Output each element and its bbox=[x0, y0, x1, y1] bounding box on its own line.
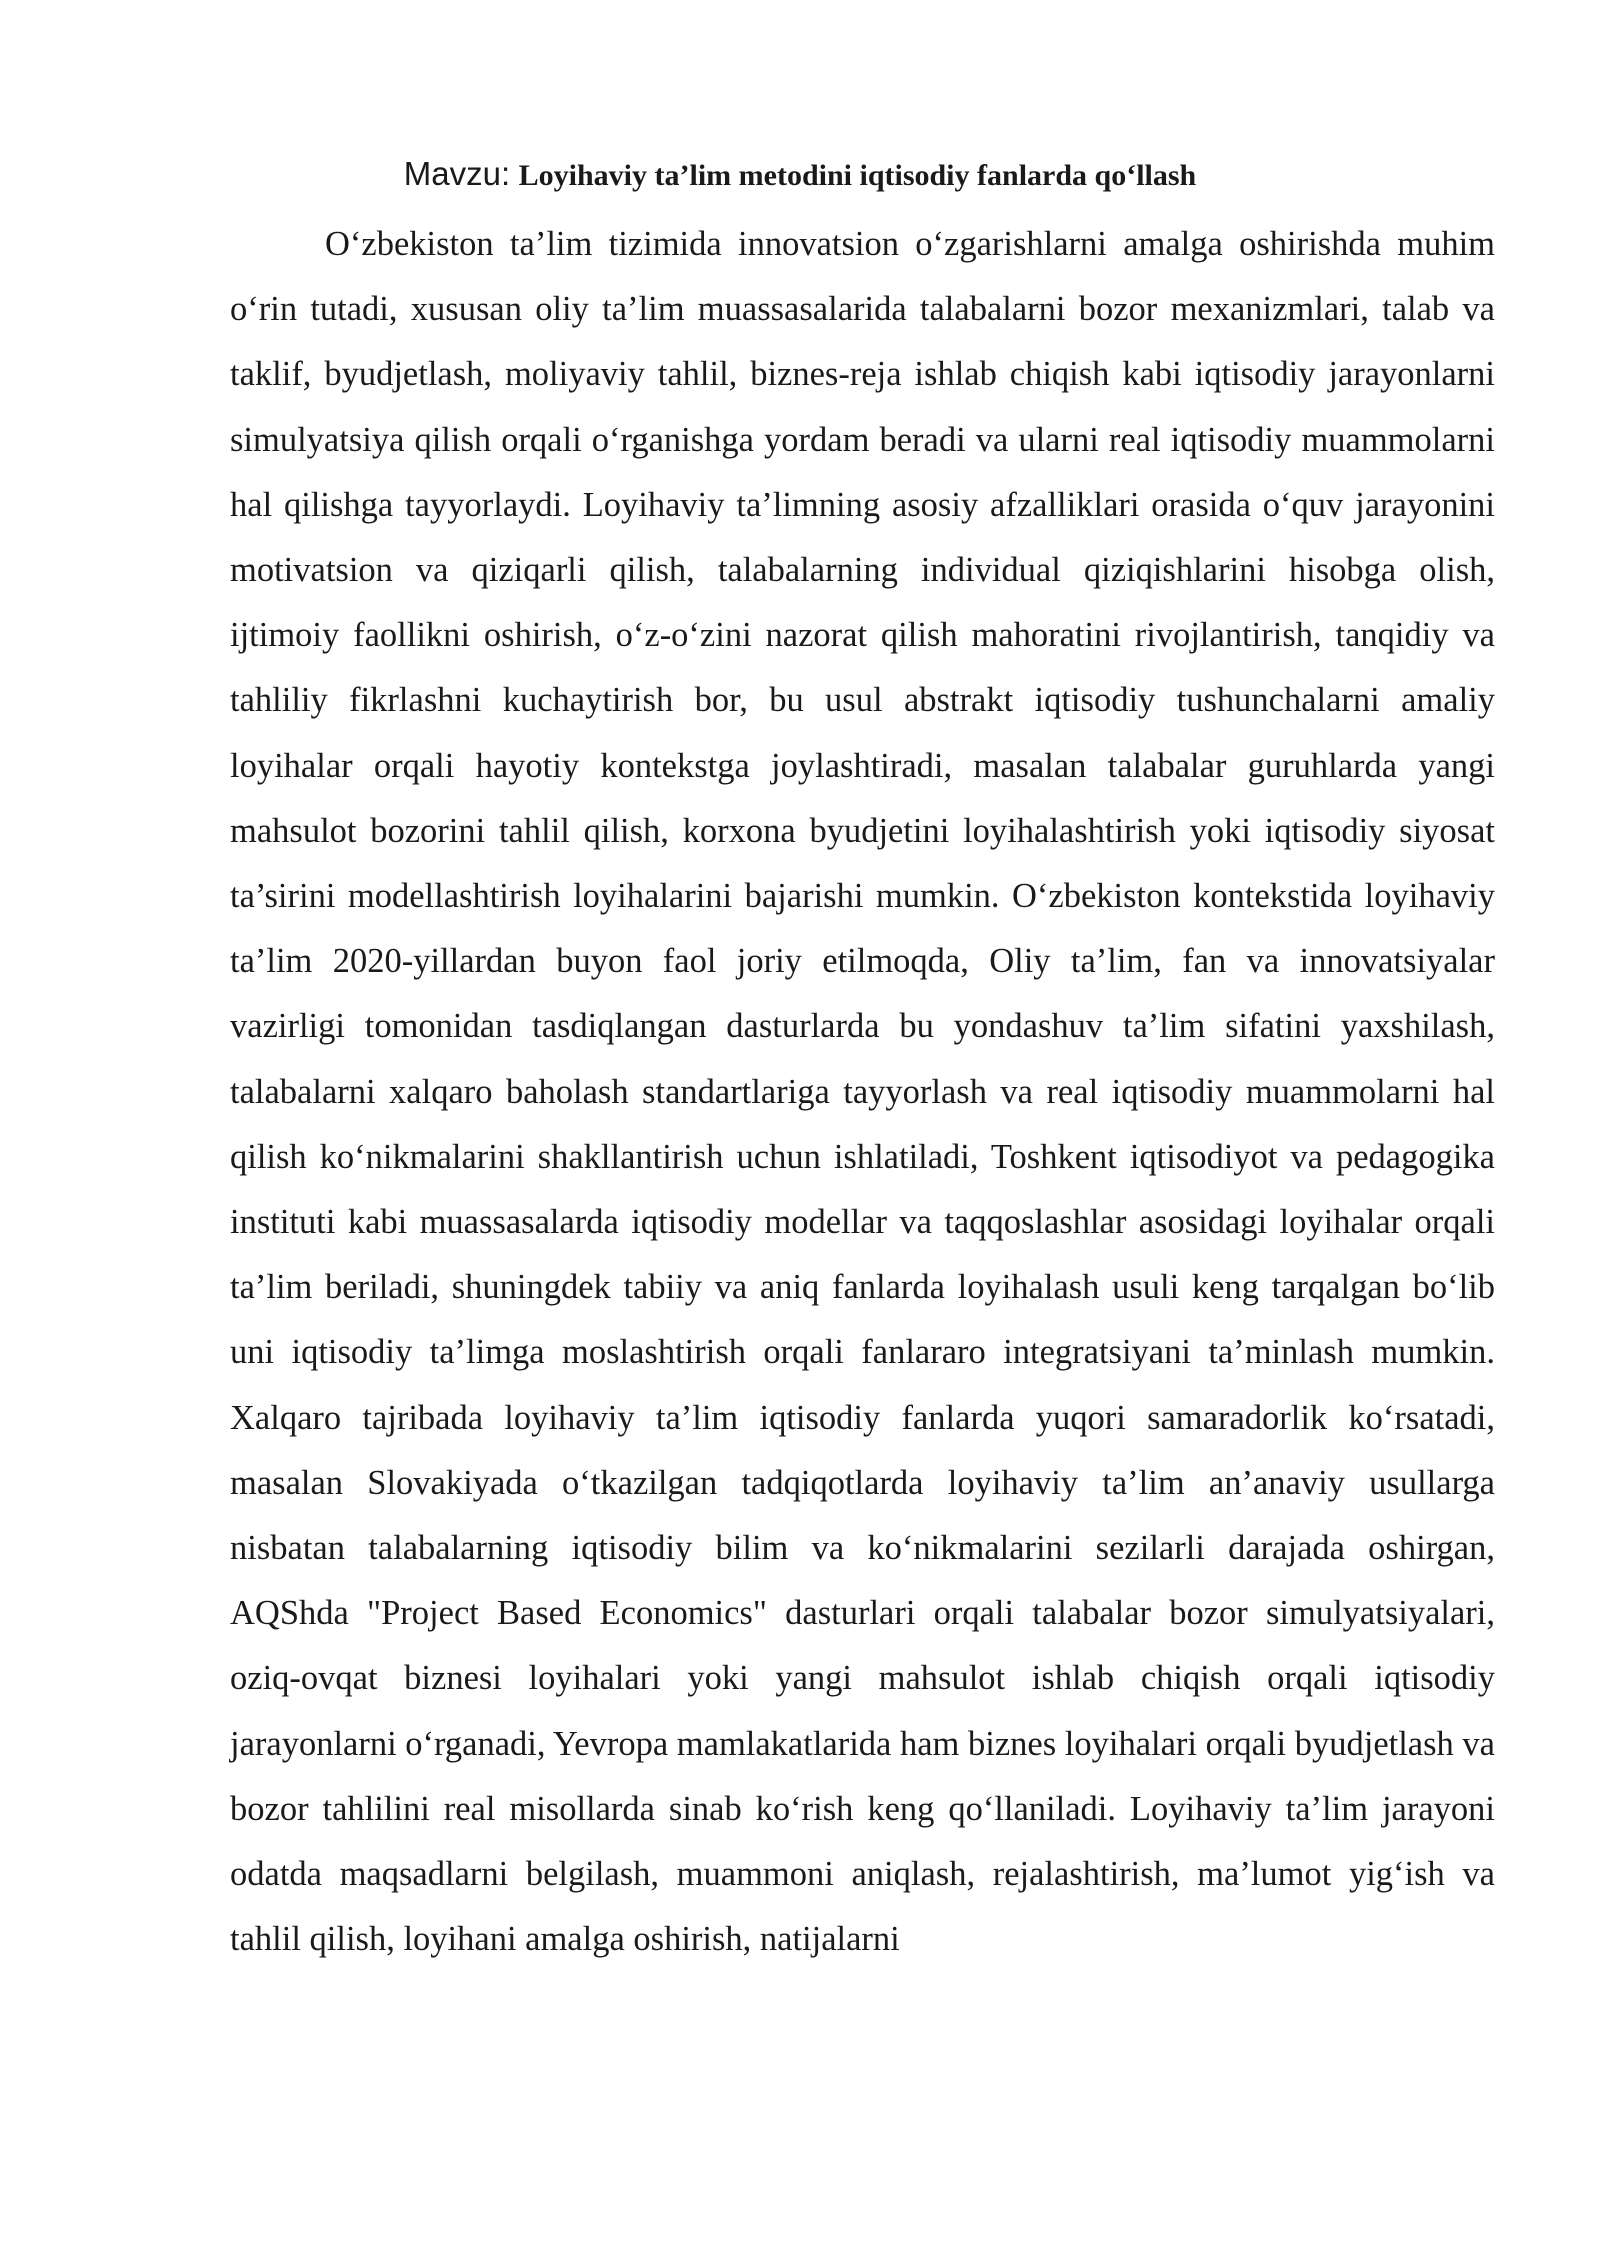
title-topic: Loyihaviy ta’lim metodini iqtisodiy fanlarda qo‘llash bbox=[518, 159, 1197, 192]
body-paragraph: O‘zbekiston ta’lim tizimida innovatsion o‘zgarishlarni amalga oshirishda muhim o‘rin tutadi, xususan oliy ta’lim muassasalarida talabalarni bozor mexanizmlari, talab va taklif, byudjetlash, moliyaviy tahlil, biznes-reja ishlab chiqish kabi iqtisodiy jarayonlarni simulyatsiya qilish orqali o‘rganishga yordam beradi va ularni real iqtisodiy muammolarni hal qilishga tayyorlaydi. Loyihaviy ta’limning asosiy afzalliklari orasida o‘quv jarayonini motivatsion va qiziqarli qilish, talabalarning individual qiziqishlarini hisobga olish, ijtimoiy faollikni oshirish, o‘z-o‘zini nazorat qilish mahoratini rivojlantirish, tanqidiy va tahliliy fikrlashni kuchaytirish bor, bu usul abstrakt iqtisodiy tushunchalarni amaliy loyihalar orqali hayotiy kontekstga joylashtiradi, masalan talabalar guruhlarda yangi mahsulot bozorini tahlil qilish, korxona byudjetini loyihalashtirish yoki iqtisodiy siyosat ta’sirini modellashtirish loyihalarini bajarishi mumkin. O‘zbekiston kontekstida loyihaviy ta’lim 2020-yillardan buyon faol joriy etilmoqda, Oliy ta’lim, fan va innovatsiyalar vazirligi tomonidan tasdiqlangan dasturlarda bu yondashuv ta’lim sifatini yaxshilash, talabalarni xalqaro baholash standartlariga tayyorlash va real iqtisodiy muammolarni hal qilish ko‘nikmalarini shakllantirish uchun ishlatiladi, Toshkent iqtisodiyot va pedagogika instituti kabi muassasalarda iqtisodiy modellar va taqqoslashlar asosidagi loyihalar orqali ta’lim beriladi, shuningdek tabiiy va aniq fanlarda loyihalash usuli keng tarqalgan bo‘lib uni iqtisodiy ta’limga moslashtirish orqali fanlararo integratsiyani ta’minlash mumkin. Xalqaro tajribada loyihaviy ta’lim iqtisodiy fanlarda yuqori samaradorlik ko‘rsatadi, masalan Slovakiyada o‘tkazilgan tadqiqotlarda loyihaviy ta’lim an’anaviy usullarga nisbatan talabalarning iqtisodiy bilim va ko‘nikmalarini sezilarli darajada oshirgan, AQShda "Project Based Economics" dasturlari orqali talabalar bozor simulyatsiyalari, oziq-ovqat biznesi loyihalari yoki yangi mahsulot ishlab chiqish orqali iqtisodiy jarayonlarni o‘rganadi, Yevropa mamlakatlarida ham biznes loyihalari orqali byudjetlash va bozor tahlilini real misollarda sinab ko‘rish keng qo‘llaniladi. Loyihaviy ta’lim jarayoni odatda maqsadlarni belgilash, muammoni aniqlash, rejalashtirish, ma’lumot yig‘ish va tahlil qilish, loyihani amalga oshirish, natijalarni bbox=[230, 225, 1495, 1959]
title-label: Mavzu: bbox=[403, 155, 511, 192]
page-title bbox=[0, 154, 1600, 196]
